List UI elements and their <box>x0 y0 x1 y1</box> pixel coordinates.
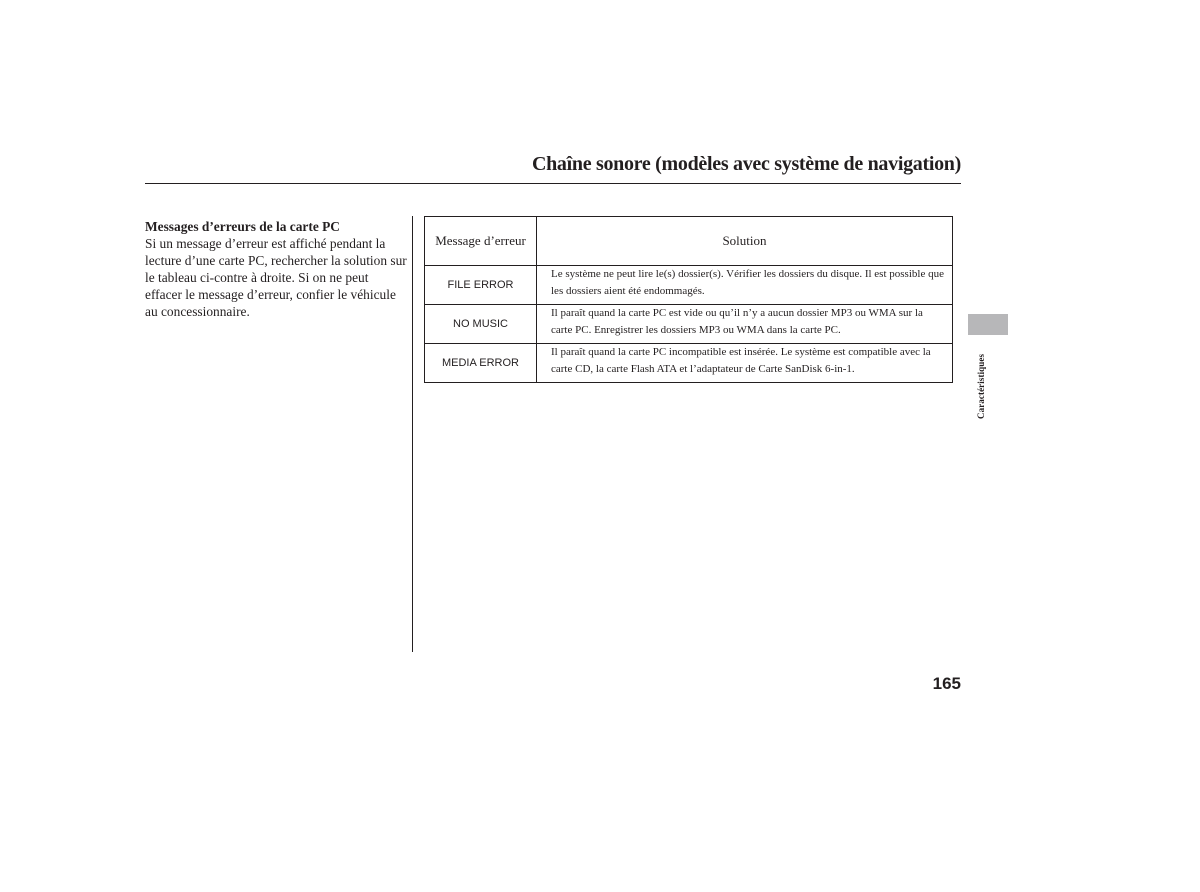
header-solution: Solution <box>537 217 953 266</box>
table-row <box>425 344 953 383</box>
section-tab-label: Caractéristiques <box>976 353 986 419</box>
page-title: Chaîne sonore (modèles avec système de navigation) <box>531 153 961 175</box>
page-number: 165 <box>932 674 961 693</box>
table-row <box>425 305 953 344</box>
error-code: NO MUSIC <box>425 305 537 344</box>
error-messages-table <box>424 216 953 383</box>
section-heading: Messages d’erreurs de la carte PC <box>145 219 340 234</box>
header-rule <box>145 183 961 184</box>
section-body: Si un message d’erreur est affiché pendant la lecture d’une carte PC, rechercher la solution sur le tableau ci-contre à droite. Si on ne peut effacer le message d’erreur, confier le véhicule au concessionnaire. <box>145 236 407 319</box>
error-code: MEDIA ERROR <box>425 344 537 383</box>
error-solution: Il paraît quand la carte PC incompatible est insérée. Le système est compatible avec la carte CD, la carte Flash ATA et l’adaptateur de Carte SanDisk 6-in-1. <box>537 344 953 383</box>
error-code: FILE ERROR <box>425 266 537 305</box>
table-header-row <box>425 217 953 266</box>
section-tab <box>968 314 1008 335</box>
column-divider <box>412 216 413 652</box>
header-message: Message d’erreur <box>425 217 537 266</box>
table-row <box>425 266 953 305</box>
error-solution: Il paraît quand la carte PC est vide ou qu’il n’y a aucun dossier MP3 ou WMA sur la carte PC. Enregistrer les dossiers MP3 ou WMA dans la carte PC. <box>537 305 953 344</box>
error-solution: Le système ne peut lire le(s) dossier(s). Vérifier les dossiers du disque. Il est possible que les dossiers aient été endommagés. <box>537 266 953 305</box>
left-column <box>145 218 407 320</box>
